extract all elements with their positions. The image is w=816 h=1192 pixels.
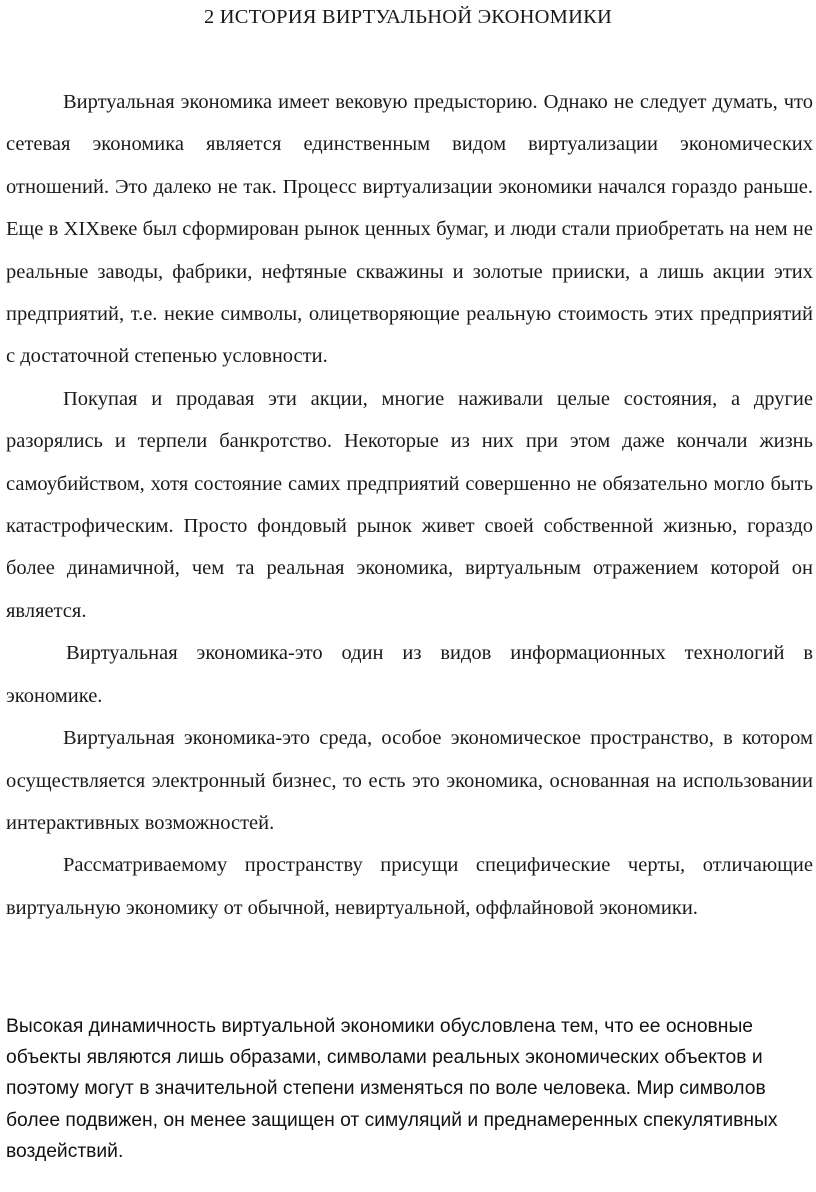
page-title: 2 ИСТОРИЯ ВИРТУАЛЬНОЙ ЭКОНОМИКИ [203, 6, 612, 28]
paragraph-definition-environment: Виртуальная экономика-это среда, особое экономическое пространство, в котором осуществляется электронный бизнес, то есть это экономика, основанная на использовании интерактивных возможностей. [6, 727, 813, 834]
document-body [6, 81, 813, 929]
paragraph-stock-market: Покупая и продавая эти акции, многие наживали целые состояния, а другие разорялись и терпели банкротство. Некоторые из них при этом даже кончали жизнь самоубийством, хотя состояние самих предприятий совершенно не обязательно могло быть катастрофическим. Просто фондовый рынок живет своей собственной жизнью, гораздо более динамичной, чем та реальная экономика, виртуальным отражением которой он является. [6, 387, 813, 622]
paragraph-definition-technology: Виртуальная экономика-это один из видов информационных технологий в экономике. [6, 642, 813, 707]
paragraph-high-dynamics: Высокая динамичность виртуальной экономики обусловлена тем, что ее основные объекты являются лишь образами, символами реальных экономических объектов и поэтому могут в значительной степени изменяться по воле человека. Мир символов более подвижен, он менее защищен от симуляций и преднамеренных спекулятивных воздействий. [6, 1016, 778, 1162]
paragraph-specific-features: Рассматриваемому пространству присущи специфические черты, отличающие виртуальную экономику от обычной, невиртуальной, оффлайновой экономики. [6, 854, 813, 919]
paragraph-history: Виртуальная экономика имеет вековую предысторию. Однако не следует думать, что сетевая экономика является единственным видом виртуализации экономических отношений. Это далеко не так. Процесс виртуализации экономики начался гораздо раньше. Еще в XIXвеке был сформирован рынок ценных бумаг, и люди стали приобретать на нем не реальные заводы, фабрики, нефтяные скважины и золотые прииски, а лишь акции этих предприятий, т.е. некие символы, олицетворяющие реальную стоимость этих предприятий с достаточной степенью условности. [6, 91, 813, 368]
